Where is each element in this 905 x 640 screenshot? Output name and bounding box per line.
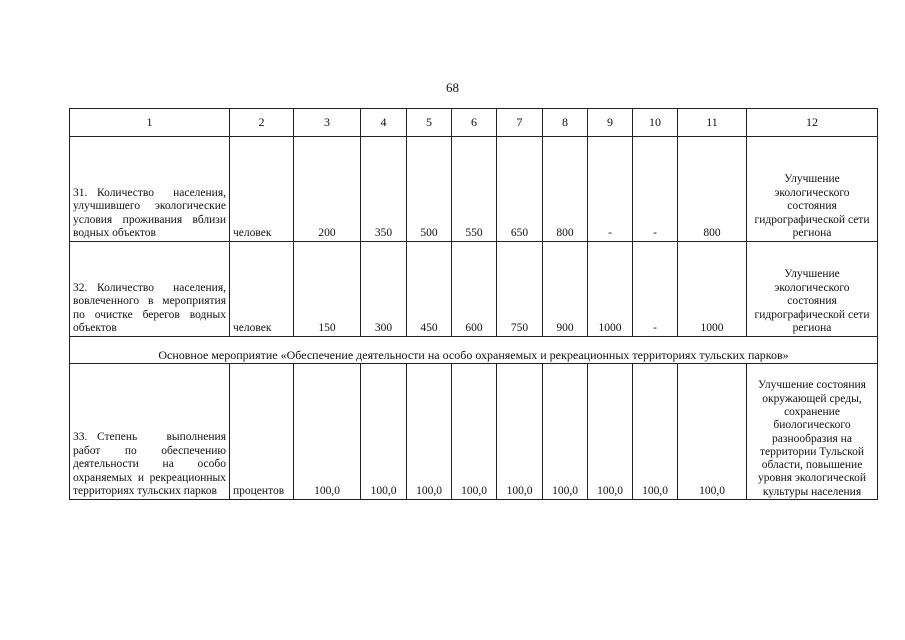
indicator-name: Степень выполнения работ по обеспечению деятельности на особо охраняемых и рекреационных территориях тульских парков bbox=[73, 431, 226, 498]
page-number: 68 bbox=[446, 80, 459, 95]
value-cell: 550 bbox=[452, 137, 497, 242]
column-header: 2 bbox=[230, 109, 294, 137]
value-cell: 150 bbox=[294, 242, 361, 337]
column-header: 6 bbox=[452, 109, 497, 137]
column-header: 3 bbox=[294, 109, 361, 137]
column-header: 1 bbox=[70, 109, 230, 137]
value-cell: 500 bbox=[407, 137, 452, 242]
column-header: 11 bbox=[678, 109, 747, 137]
indicator-name: Количество населения, улучшившего экологические условия проживания вблизи водных объектов bbox=[73, 186, 226, 240]
value-cell: 100,0 bbox=[678, 364, 747, 500]
value-cell: 100,0 bbox=[588, 364, 633, 500]
result-cell: Улучшение состояния окружающей среды, сохранение биологического разнообразия на территории Тульской области, повышение уровня экологической культуры населения bbox=[747, 364, 878, 500]
value-cell: - bbox=[633, 242, 678, 337]
column-header: 5 bbox=[407, 109, 452, 137]
indicators-table bbox=[69, 108, 878, 500]
table-row bbox=[70, 242, 878, 337]
value-cell: 100,0 bbox=[294, 364, 361, 500]
table-row bbox=[70, 137, 878, 242]
value-cell: 900 bbox=[543, 242, 588, 337]
indicator-name-cell bbox=[70, 242, 230, 337]
column-header: 7 bbox=[497, 109, 543, 137]
value-cell: 300 bbox=[361, 242, 407, 337]
value-cell: 100,0 bbox=[543, 364, 588, 500]
indicator-name: Количество населения, вовлеченного в мероприятия по очистке берегов водных объектов bbox=[73, 281, 226, 335]
value-cell: 100,0 bbox=[407, 364, 452, 500]
value-cell: 450 bbox=[407, 242, 452, 337]
result-cell: Улучшение экологического состояния гидрографической сети региона bbox=[747, 137, 878, 242]
value-cell: 100,0 bbox=[633, 364, 678, 500]
value-cell: 800 bbox=[543, 137, 588, 242]
indicator-name-cell bbox=[70, 137, 230, 242]
value-cell: - bbox=[588, 137, 633, 242]
table-row bbox=[70, 364, 878, 500]
value-cell: 100,0 bbox=[497, 364, 543, 500]
header-row bbox=[70, 109, 878, 137]
indicator-name-cell bbox=[70, 364, 230, 500]
value-cell: 100,0 bbox=[361, 364, 407, 500]
unit-cell: человек bbox=[230, 137, 294, 242]
section-row bbox=[70, 337, 878, 364]
value-cell: 800 bbox=[678, 137, 747, 242]
unit-cell: человек bbox=[230, 242, 294, 337]
value-cell: 200 bbox=[294, 137, 361, 242]
row-number: 32. bbox=[73, 281, 88, 294]
value-cell: 1000 bbox=[588, 242, 633, 337]
value-cell: 1000 bbox=[678, 242, 747, 337]
column-header: 10 bbox=[633, 109, 678, 137]
column-header: 12 bbox=[747, 109, 878, 137]
section-title: Основное мероприятие «Обеспечение деятельности на особо охраняемых и рекреационных территориях тульских парков» bbox=[70, 337, 878, 364]
column-header: 8 bbox=[543, 109, 588, 137]
column-header: 4 bbox=[361, 109, 407, 137]
value-cell: 100,0 bbox=[452, 364, 497, 500]
value-cell: 750 bbox=[497, 242, 543, 337]
value-cell: - bbox=[633, 137, 678, 242]
value-cell: 650 bbox=[497, 137, 543, 242]
row-number: 31. bbox=[73, 186, 88, 199]
row-number: 33. bbox=[73, 431, 88, 444]
value-cell: 350 bbox=[361, 137, 407, 242]
result-cell: Улучшение экологического состояния гидрографической сети региона bbox=[747, 242, 878, 337]
value-cell: 600 bbox=[452, 242, 497, 337]
unit-cell: процентов bbox=[230, 364, 294, 500]
column-header: 9 bbox=[588, 109, 633, 137]
